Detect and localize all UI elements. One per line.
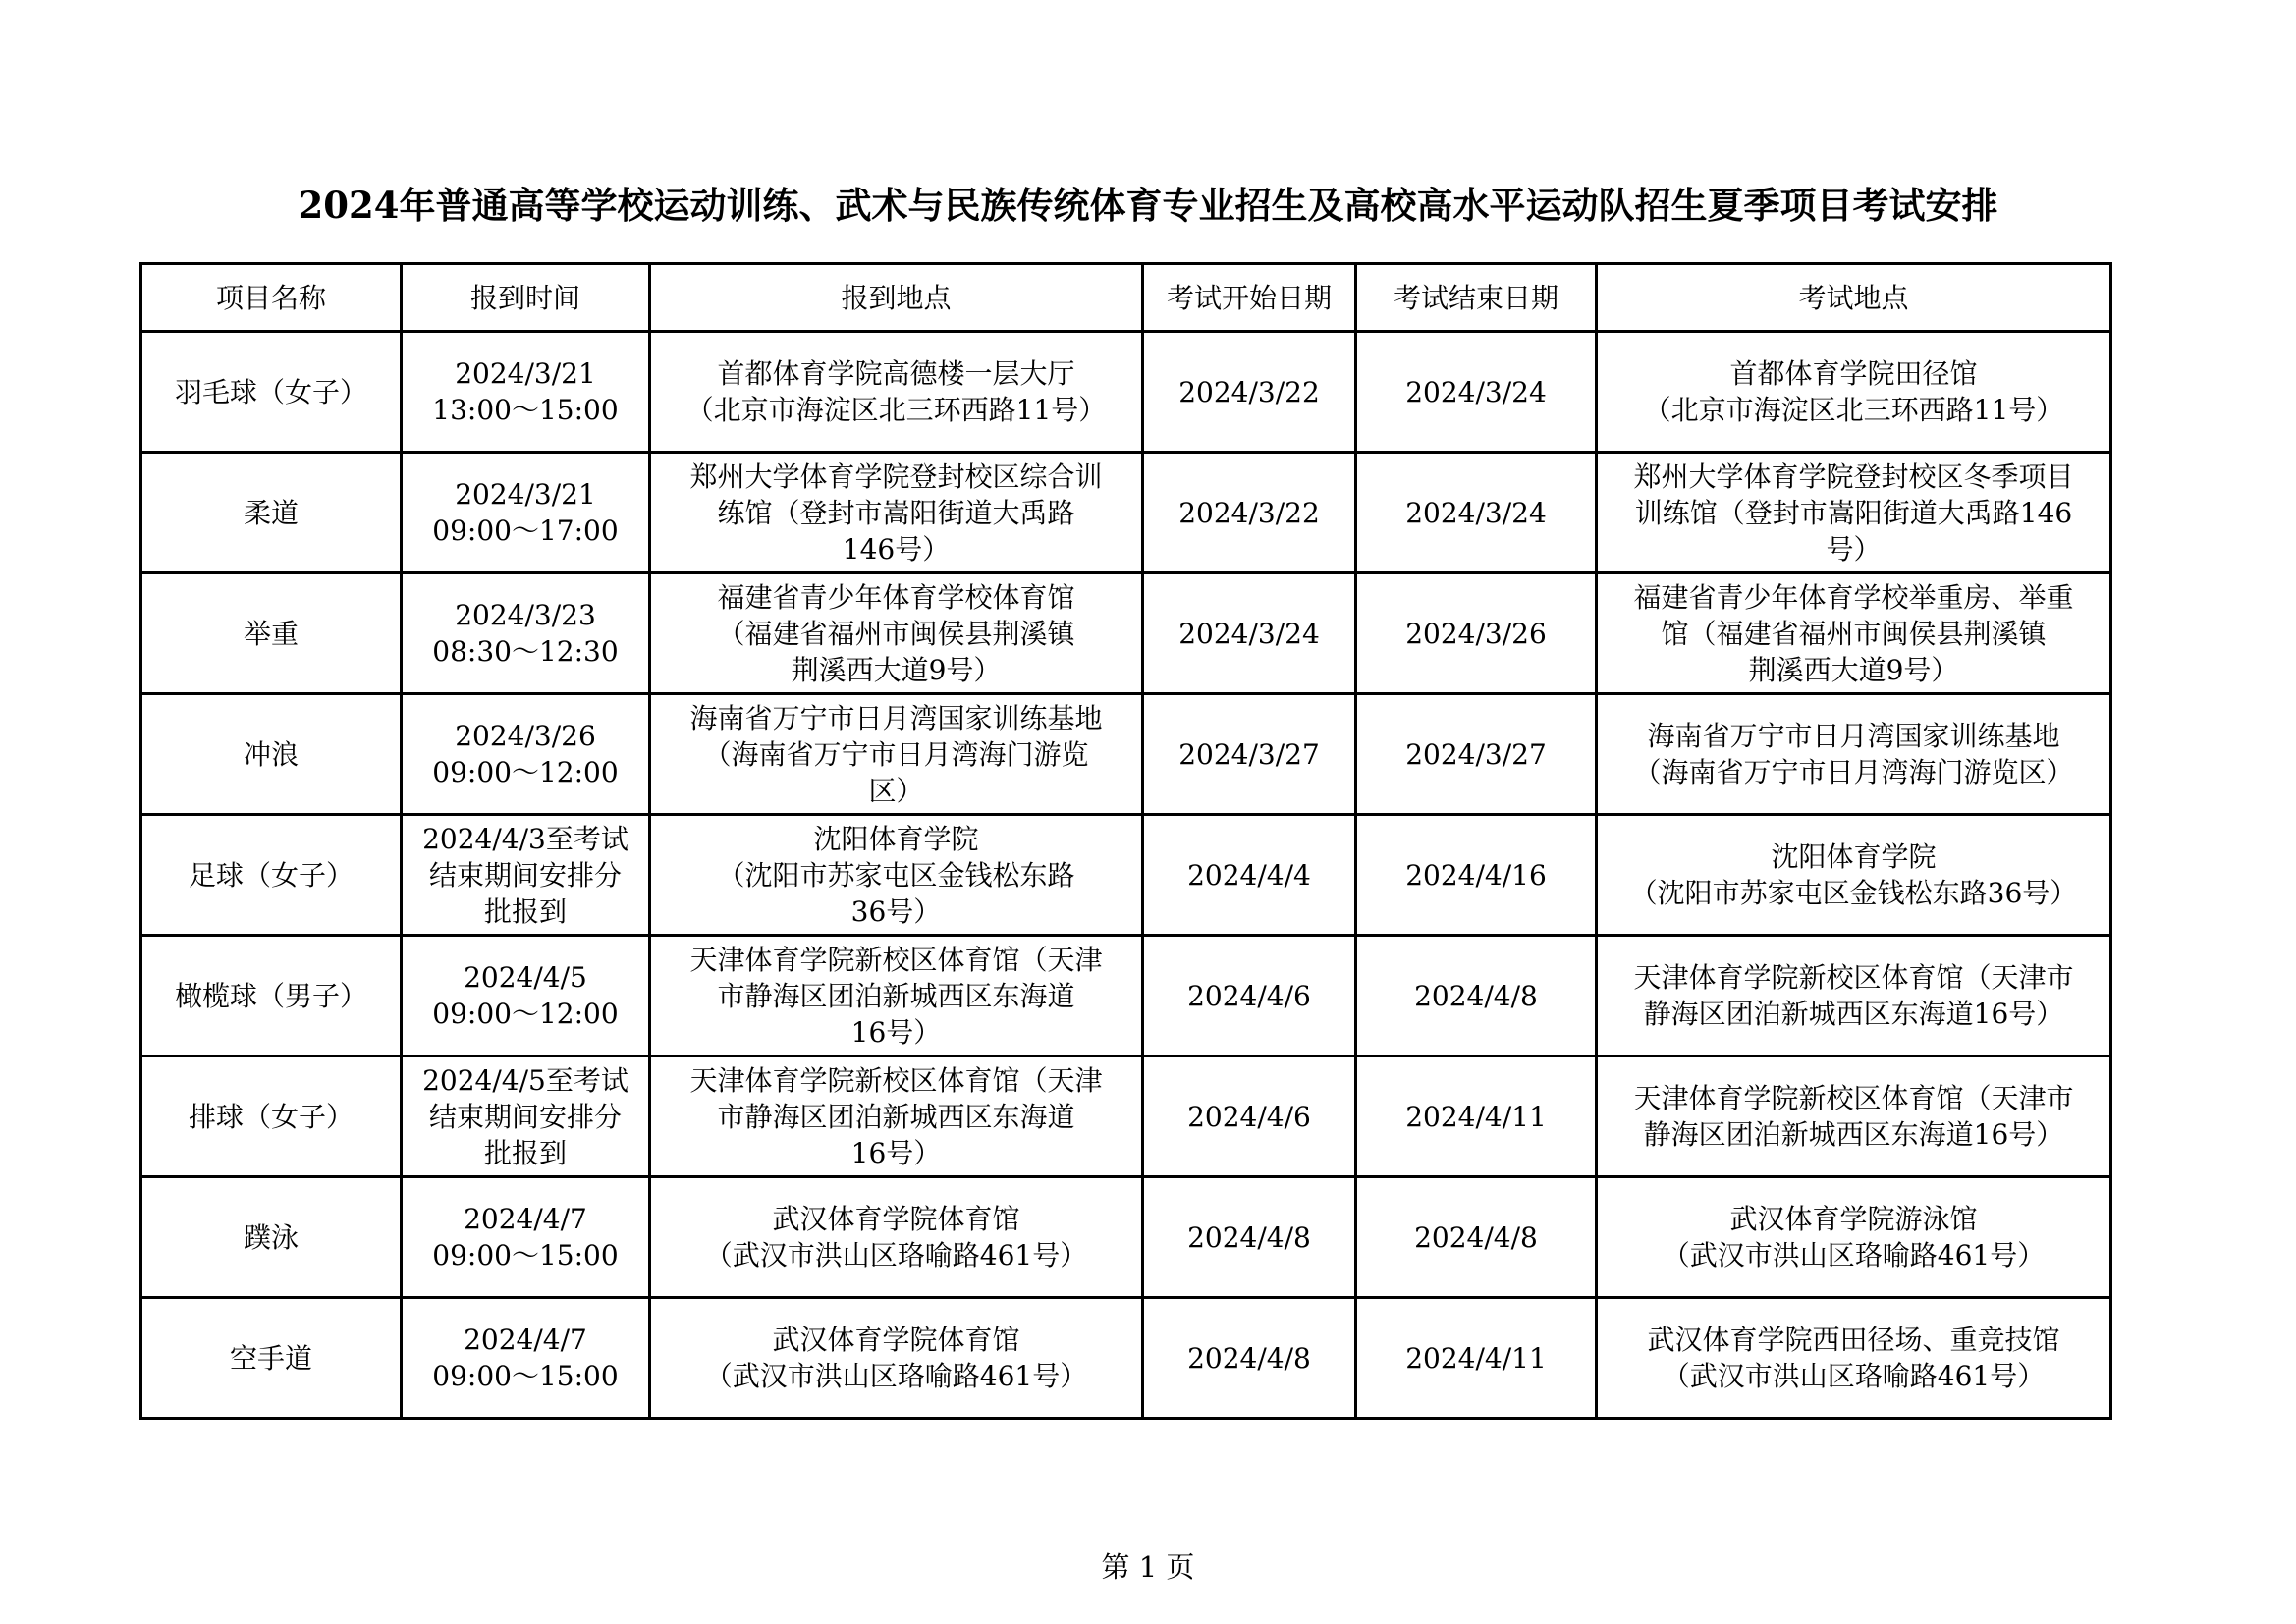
cell-exam-end: 2024/3/26 [1356, 573, 1597, 694]
cell-sport: 冲浪 [141, 694, 402, 815]
table-row [141, 573, 2111, 694]
document-title: 2024年普通高等学校运动训练、武术与民族传统体育专业招生及高校高水平运动队招生夏季项目考试安排 [298, 184, 1998, 227]
cell-exam-place [1597, 694, 2111, 815]
cell-checkin-place [650, 936, 1143, 1056]
cell-exam-place-line: （海南省万宁市日月湾海门游览区） [1633, 756, 2074, 788]
cell-checkin-place-line: 16号） [850, 1136, 942, 1169]
cell-sport: 足球（女子） [141, 815, 402, 936]
cell-checkin-time-line: 2024/3/23 [455, 599, 596, 631]
cell-exam-start: 2024/4/4 [1143, 815, 1356, 936]
cell-exam-start: 2024/4/8 [1143, 1298, 1356, 1419]
cell-checkin-time [402, 1177, 650, 1298]
table-row [141, 1056, 2111, 1177]
cell-exam-end: 2024/4/8 [1356, 1177, 1597, 1298]
cell-exam-end: 2024/3/24 [1356, 332, 1597, 453]
cell-checkin-time-line: 09:00～12:00 [432, 998, 619, 1030]
cell-exam-place-line: 馆（福建省福州市闽侯县荆溪镇 [1661, 617, 2047, 650]
table-row [141, 936, 2111, 1056]
cell-checkin-place-line: 武汉体育学院体育馆 [772, 1203, 1020, 1235]
cell-exam-start: 2024/4/6 [1143, 1056, 1356, 1177]
cell-exam-place [1597, 332, 2111, 453]
cell-checkin-time [402, 573, 650, 694]
cell-sport: 橄榄球（男子） [141, 936, 402, 1056]
cell-checkin-time-line: 2024/4/7 [464, 1203, 587, 1235]
header-exam-start: 考试开始日期 [1143, 264, 1356, 332]
header-exam-end: 考试结束日期 [1356, 264, 1597, 332]
cell-exam-place [1597, 1177, 2111, 1298]
cell-checkin-time-line: 2024/4/5 [464, 961, 587, 994]
cell-exam-place-line: 荆溪西大道9号） [1748, 653, 1959, 686]
cell-checkin-place-line: （武汉市洪山区珞喻路461号） [704, 1239, 1088, 1272]
cell-checkin-place [650, 694, 1143, 815]
cell-checkin-place [650, 1298, 1143, 1419]
cell-exam-place-line: （武汉市洪山区珞喻路461号） [1662, 1360, 2046, 1392]
table-header-row [141, 264, 2111, 332]
cell-checkin-time [402, 1056, 650, 1177]
cell-checkin-time-line: 08:30～12:30 [432, 635, 619, 668]
cell-exam-place-line: 号） [1826, 532, 1882, 566]
cell-checkin-time [402, 1298, 650, 1419]
cell-exam-place-line: （武汉市洪山区珞喻路461号） [1662, 1239, 2046, 1272]
cell-checkin-time-line: 2024/4/7 [464, 1324, 587, 1356]
cell-sport: 排球（女子） [141, 1056, 402, 1177]
cell-checkin-place-line: 36号） [850, 894, 942, 928]
cell-checkin-time-line: 09:00～12:00 [432, 756, 619, 788]
exam-schedule-table [139, 262, 2112, 1420]
cell-exam-place [1597, 573, 2111, 694]
cell-checkin-time-line: 批报到 [483, 894, 567, 928]
cell-checkin-time-line: 2024/3/26 [455, 720, 596, 752]
cell-exam-place-line: 静海区团泊新城西区东海道16号） [1643, 1118, 2064, 1151]
cell-checkin-place-line: 首都体育学院高德楼一层大厅 [717, 357, 1075, 390]
cell-checkin-place-line: （福建省福州市闽侯县荆溪镇 [717, 617, 1075, 650]
cell-checkin-place-line: （北京市海淀区北三环西路11号） [685, 394, 1107, 426]
cell-checkin-time [402, 815, 650, 936]
cell-sport: 蹼泳 [141, 1177, 402, 1298]
cell-checkin-time [402, 694, 650, 815]
cell-exam-place [1597, 1056, 2111, 1177]
page-number: 第 1 页 [1101, 1550, 1195, 1584]
cell-exam-end: 2024/4/16 [1356, 815, 1597, 936]
cell-checkin-time-line: 09:00～15:00 [432, 1360, 619, 1392]
cell-checkin-place-line: 荆溪西大道9号） [791, 653, 1002, 686]
table-body [141, 332, 2111, 1419]
cell-exam-place-line: 训练馆（登封市嵩阳街道大禹路146 [1634, 496, 2073, 529]
cell-exam-place [1597, 936, 2111, 1056]
cell-checkin-time-line: 结束期间安排分 [428, 858, 622, 892]
cell-sport: 举重 [141, 573, 402, 694]
cell-checkin-place-line: 郑州大学体育学院登封校区综合训 [689, 460, 1103, 493]
cell-exam-place [1597, 453, 2111, 573]
cell-exam-place-line: （北京市海淀区北三环西路11号） [1643, 394, 2064, 426]
cell-checkin-time-line: 13:00～15:00 [432, 394, 619, 426]
header-sport: 项目名称 [141, 264, 402, 332]
cell-checkin-place-line: （海南省万宁市日月湾海门游览 [703, 737, 1089, 771]
table-row [141, 453, 2111, 573]
cell-checkin-place [650, 1177, 1143, 1298]
cell-checkin-place-line: 福建省青少年体育学校体育馆 [717, 580, 1075, 614]
cell-exam-place-line: 静海区团泊新城西区东海道16号） [1643, 998, 2064, 1030]
cell-checkin-place-line: 146号） [842, 532, 951, 566]
cell-checkin-time-line: 09:00～17:00 [432, 514, 619, 547]
cell-exam-start: 2024/3/22 [1143, 453, 1356, 573]
cell-exam-end: 2024/4/11 [1356, 1298, 1597, 1419]
cell-exam-place-line: 海南省万宁市日月湾国家训练基地 [1647, 720, 2060, 752]
table-row [141, 1177, 2111, 1298]
cell-exam-start: 2024/4/6 [1143, 936, 1356, 1056]
cell-exam-place [1597, 815, 2111, 936]
cell-exam-place-line: （沈阳市苏家屯区金钱松东路36号） [1629, 877, 2078, 909]
cell-checkin-time-line: 批报到 [483, 1136, 567, 1169]
cell-checkin-place-line: 海南省万宁市日月湾国家训练基地 [689, 701, 1103, 734]
cell-checkin-place-line: 天津体育学院新校区体育馆（天津 [689, 943, 1103, 976]
cell-checkin-place-line: 市静海区团泊新城西区东海道 [717, 1100, 1075, 1133]
cell-checkin-time [402, 332, 650, 453]
cell-checkin-place-line: 沈阳体育学院 [813, 822, 979, 855]
cell-exam-end: 2024/3/24 [1356, 453, 1597, 573]
cell-exam-place-line: 武汉体育学院游泳馆 [1729, 1203, 1978, 1235]
cell-checkin-place-line: （沈阳市苏家屯区金钱松东路 [717, 858, 1075, 892]
cell-checkin-place-line: 16号） [850, 1015, 942, 1049]
cell-checkin-place [650, 453, 1143, 573]
cell-exam-place [1597, 1298, 2111, 1419]
cell-checkin-time-line: 09:00～15:00 [432, 1239, 619, 1272]
table-row [141, 815, 2111, 936]
cell-exam-place-line: 天津体育学院新校区体育馆（天津市 [1633, 1082, 2074, 1114]
cell-checkin-place-line: （武汉市洪山区珞喻路461号） [704, 1360, 1088, 1392]
cell-checkin-place-line: 区） [868, 774, 924, 807]
cell-checkin-place [650, 1056, 1143, 1177]
cell-checkin-place [650, 815, 1143, 936]
cell-exam-end: 2024/4/11 [1356, 1056, 1597, 1177]
cell-exam-place-line: 沈阳体育学院 [1771, 840, 1937, 873]
cell-checkin-time-line: 结束期间安排分 [428, 1100, 622, 1133]
cell-exam-place-line: 天津体育学院新校区体育馆（天津市 [1633, 961, 2074, 994]
cell-sport: 羽毛球（女子） [141, 332, 402, 453]
cell-exam-place-line: 首都体育学院田径馆 [1729, 357, 1978, 390]
cell-checkin-place-line: 天津体育学院新校区体育馆（天津 [689, 1063, 1103, 1097]
cell-exam-place-line: 郑州大学体育学院登封校区冬季项目 [1633, 460, 2074, 493]
cell-checkin-time-line: 2024/4/3至考试 [422, 822, 629, 855]
table-row [141, 694, 2111, 815]
cell-checkin-place [650, 573, 1143, 694]
cell-exam-start: 2024/3/22 [1143, 332, 1356, 453]
table-row [141, 332, 2111, 453]
header-checkin-time: 报到时间 [402, 264, 650, 332]
cell-sport: 柔道 [141, 453, 402, 573]
cell-exam-start: 2024/4/8 [1143, 1177, 1356, 1298]
cell-exam-place-line: 福建省青少年体育学校举重房、举重 [1633, 580, 2074, 614]
header-checkin-place: 报到地点 [650, 264, 1143, 332]
cell-checkin-place-line: 练馆（登封市嵩阳街道大禹路 [717, 496, 1075, 529]
cell-checkin-place-line: 武汉体育学院体育馆 [772, 1324, 1020, 1356]
cell-checkin-time-line: 2024/3/21 [455, 357, 596, 390]
cell-checkin-time [402, 936, 650, 1056]
cell-checkin-time-line: 2024/3/21 [455, 478, 596, 511]
cell-checkin-place-line: 市静海区团泊新城西区东海道 [717, 979, 1075, 1012]
cell-exam-start: 2024/3/27 [1143, 694, 1356, 815]
cell-exam-end: 2024/4/8 [1356, 936, 1597, 1056]
cell-checkin-time-line: 2024/4/5至考试 [422, 1063, 629, 1097]
cell-checkin-place [650, 332, 1143, 453]
cell-checkin-time [402, 453, 650, 573]
header-exam-place: 考试地点 [1597, 264, 2111, 332]
table-row [141, 1298, 2111, 1419]
cell-exam-start: 2024/3/24 [1143, 573, 1356, 694]
cell-sport: 空手道 [141, 1298, 402, 1419]
cell-exam-end: 2024/3/27 [1356, 694, 1597, 815]
cell-exam-place-line: 武汉体育学院西田径场、重竞技馆 [1647, 1324, 2060, 1356]
